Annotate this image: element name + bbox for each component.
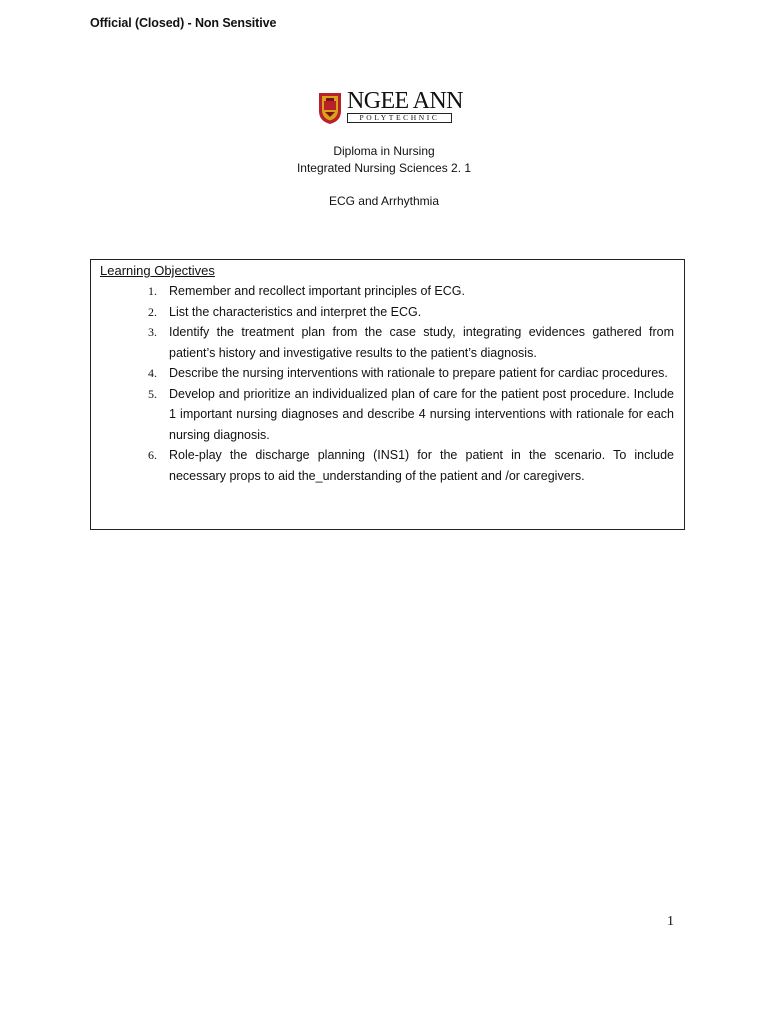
- crest-icon: [318, 91, 342, 125]
- list-item: [91, 445, 684, 486]
- list-item-text: Role-play the discharge planning (INS1) for the patient in the scenario. To include necessary props to aid the_understanding of the patient and /or caregivers.: [169, 448, 674, 483]
- list-item: [91, 281, 684, 302]
- list-item: [91, 302, 684, 323]
- learning-objectives-heading: Learning Objectives: [100, 263, 215, 278]
- classification-label: Official (Closed) - Non Sensitive: [90, 16, 277, 30]
- list-item-number: 5.: [148, 386, 157, 401]
- list-item-number: 6.: [148, 448, 157, 462]
- learning-objectives-box: [90, 259, 685, 530]
- list-item: [91, 384, 684, 446]
- list-item-text: Remember and recollect important principles of ECG.: [169, 284, 465, 298]
- logo-brand-text: NGEE ANN: [347, 88, 463, 114]
- list-item-number: 3.: [148, 325, 157, 339]
- list-item: [91, 363, 684, 384]
- list-item-number: 4.: [148, 366, 157, 380]
- topic-title: ECG and Arrhythmia: [328, 194, 440, 208]
- module-title: Integrated Nursing Sciences 2. 1: [296, 161, 472, 175]
- programme-title: Diploma in Nursing: [333, 144, 435, 158]
- list-item: [91, 322, 684, 363]
- page-number: 1: [667, 914, 674, 929]
- logo-subtitle-text: POLYTECHNIC: [359, 113, 440, 122]
- list-item-number: 1.: [148, 284, 157, 298]
- list-item-text: Describe the nursing interventions with rationale to prepare patient for cardiac procedures.: [169, 366, 668, 380]
- learning-objectives-list: [91, 281, 684, 486]
- list-item-text: List the characteristics and interpret the ECG.: [169, 304, 422, 319]
- list-item-number: 2.: [148, 304, 157, 319]
- ngee-ann-polytechnic-logo: [318, 88, 463, 125]
- list-item-text: Develop and prioritize an individualized plan of care for the patient post procedure. Include 1 important nursing diagnoses and describe 4 nursing interventions with rationale for each nursing diagnosis.: [169, 386, 674, 442]
- list-item-text: Identify the treatment plan from the case study, integrating evidences gathered from patient’s history and investigative results to the patient’s diagnosis.: [169, 325, 674, 360]
- logo-subtitle-box: [347, 113, 452, 123]
